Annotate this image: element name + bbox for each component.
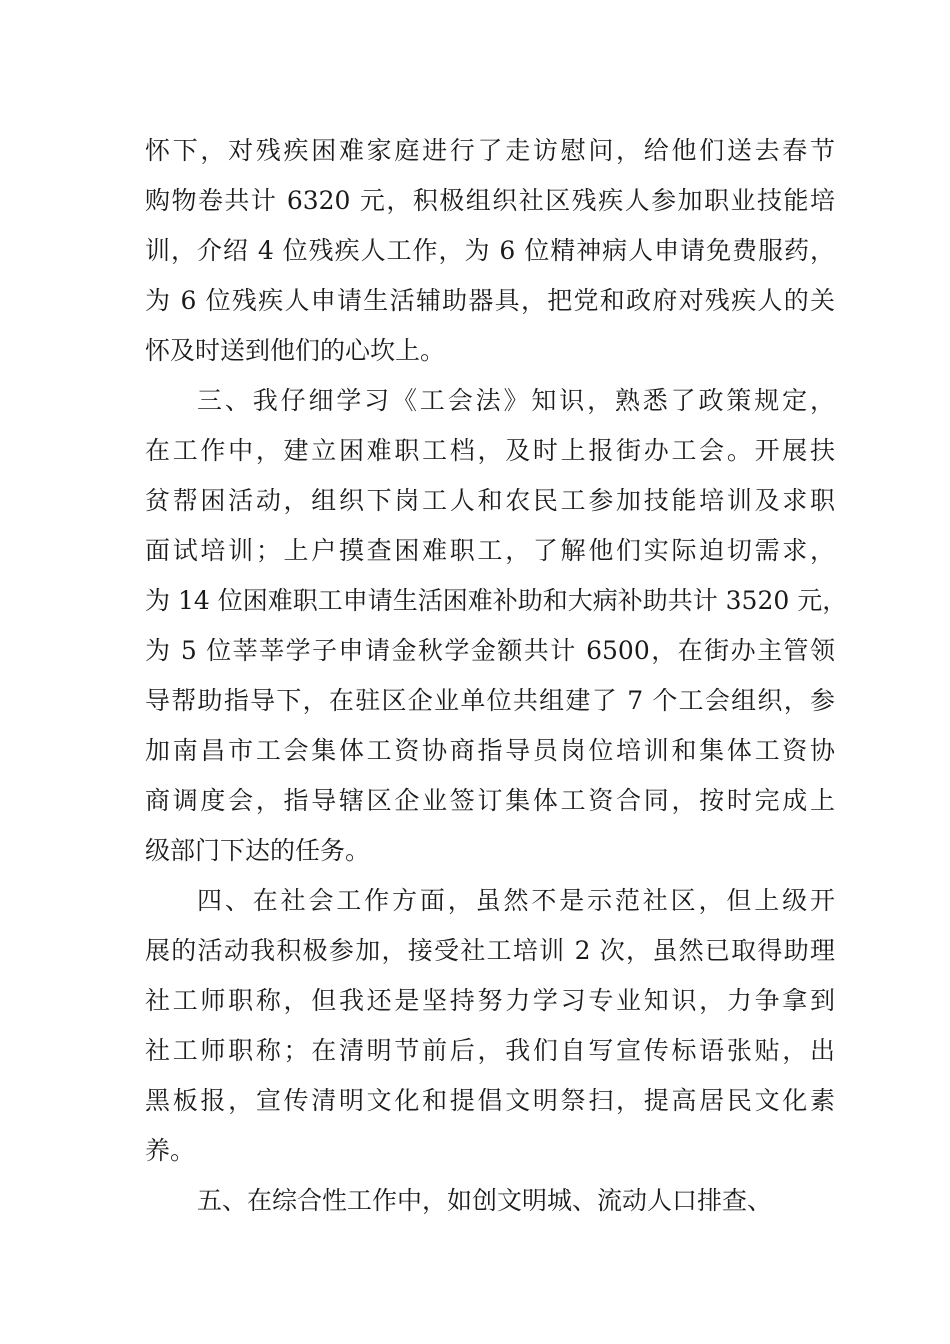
text-line: 为 6 位残疾人申请生活辅助器具，把党和政府对残疾人的关 — [145, 286, 835, 315]
text-line: 黑板报，宣传清明文化和提倡文明祭扫，提高居民文化素 — [145, 1086, 835, 1115]
paragraph — [145, 876, 835, 1176]
text-line: 怀及时送到他们的心坎上。 — [145, 336, 446, 365]
document-body — [145, 126, 848, 1226]
text-line: 导帮助指导下，在驻区企业单位共组建了 7 个工会组织，参 — [145, 686, 835, 715]
text-line: 训，介绍 4 位残疾人工作，为 6 位精神病人申请免费服药， — [145, 236, 835, 265]
text-line: 商调度会，指导辖区企业签订集体工资合同，按时完成上 — [145, 786, 835, 815]
text-line: 级部门下达的任务。 — [145, 836, 371, 865]
text-line: 贫帮困活动，组织下岗工人和农民工参加技能培训及求职 — [145, 486, 835, 515]
text-line: 五、在综合性工作中，如创文明城、流动人口排查、 — [197, 1186, 773, 1215]
text-line: 四、在社会工作方面，虽然不是示范社区，但上级开 — [197, 886, 835, 915]
text-line: 怀下，对残疾困难家庭进行了走访慰问，给他们送去春节 — [145, 136, 835, 165]
text-line: 社工师职称，但我还是坚持努力学习专业知识，力争拿到 — [145, 986, 835, 1015]
text-line: 购物卷共计 6320 元，积极组织社区残疾人参加职业技能培 — [145, 186, 835, 215]
text-line: 加南昌市工会集体工资协商指导员岗位培训和集体工资协 — [145, 736, 835, 765]
text-line: 为 5 位莘莘学子申请金秋学金额共计 6500，在街办主管领 — [145, 636, 835, 665]
paragraph — [145, 126, 835, 376]
text-line: 展的活动我积极参加，接受社工培训 2 次，虽然已取得助理 — [145, 936, 835, 965]
text-line: 养。 — [145, 1136, 196, 1165]
text-line: 面试培训；上户摸查困难职工，了解他们实际迫切需求， — [145, 536, 835, 565]
paragraph — [145, 376, 848, 876]
text-line: 在工作中，建立困难职工档，及时上报街办工会。开展扶 — [145, 436, 835, 465]
text-line: 为 14 位困难职工申请生活困难补助和大病补助共计 3520 元， — [145, 586, 848, 615]
text-line: 社工师职称；在清明节前后，我们自写宣传标语张贴，出 — [145, 1036, 835, 1065]
paragraph — [145, 1176, 835, 1226]
text-line: 三、我仔细学习《工会法》知识，熟悉了政策规定， — [197, 386, 835, 415]
